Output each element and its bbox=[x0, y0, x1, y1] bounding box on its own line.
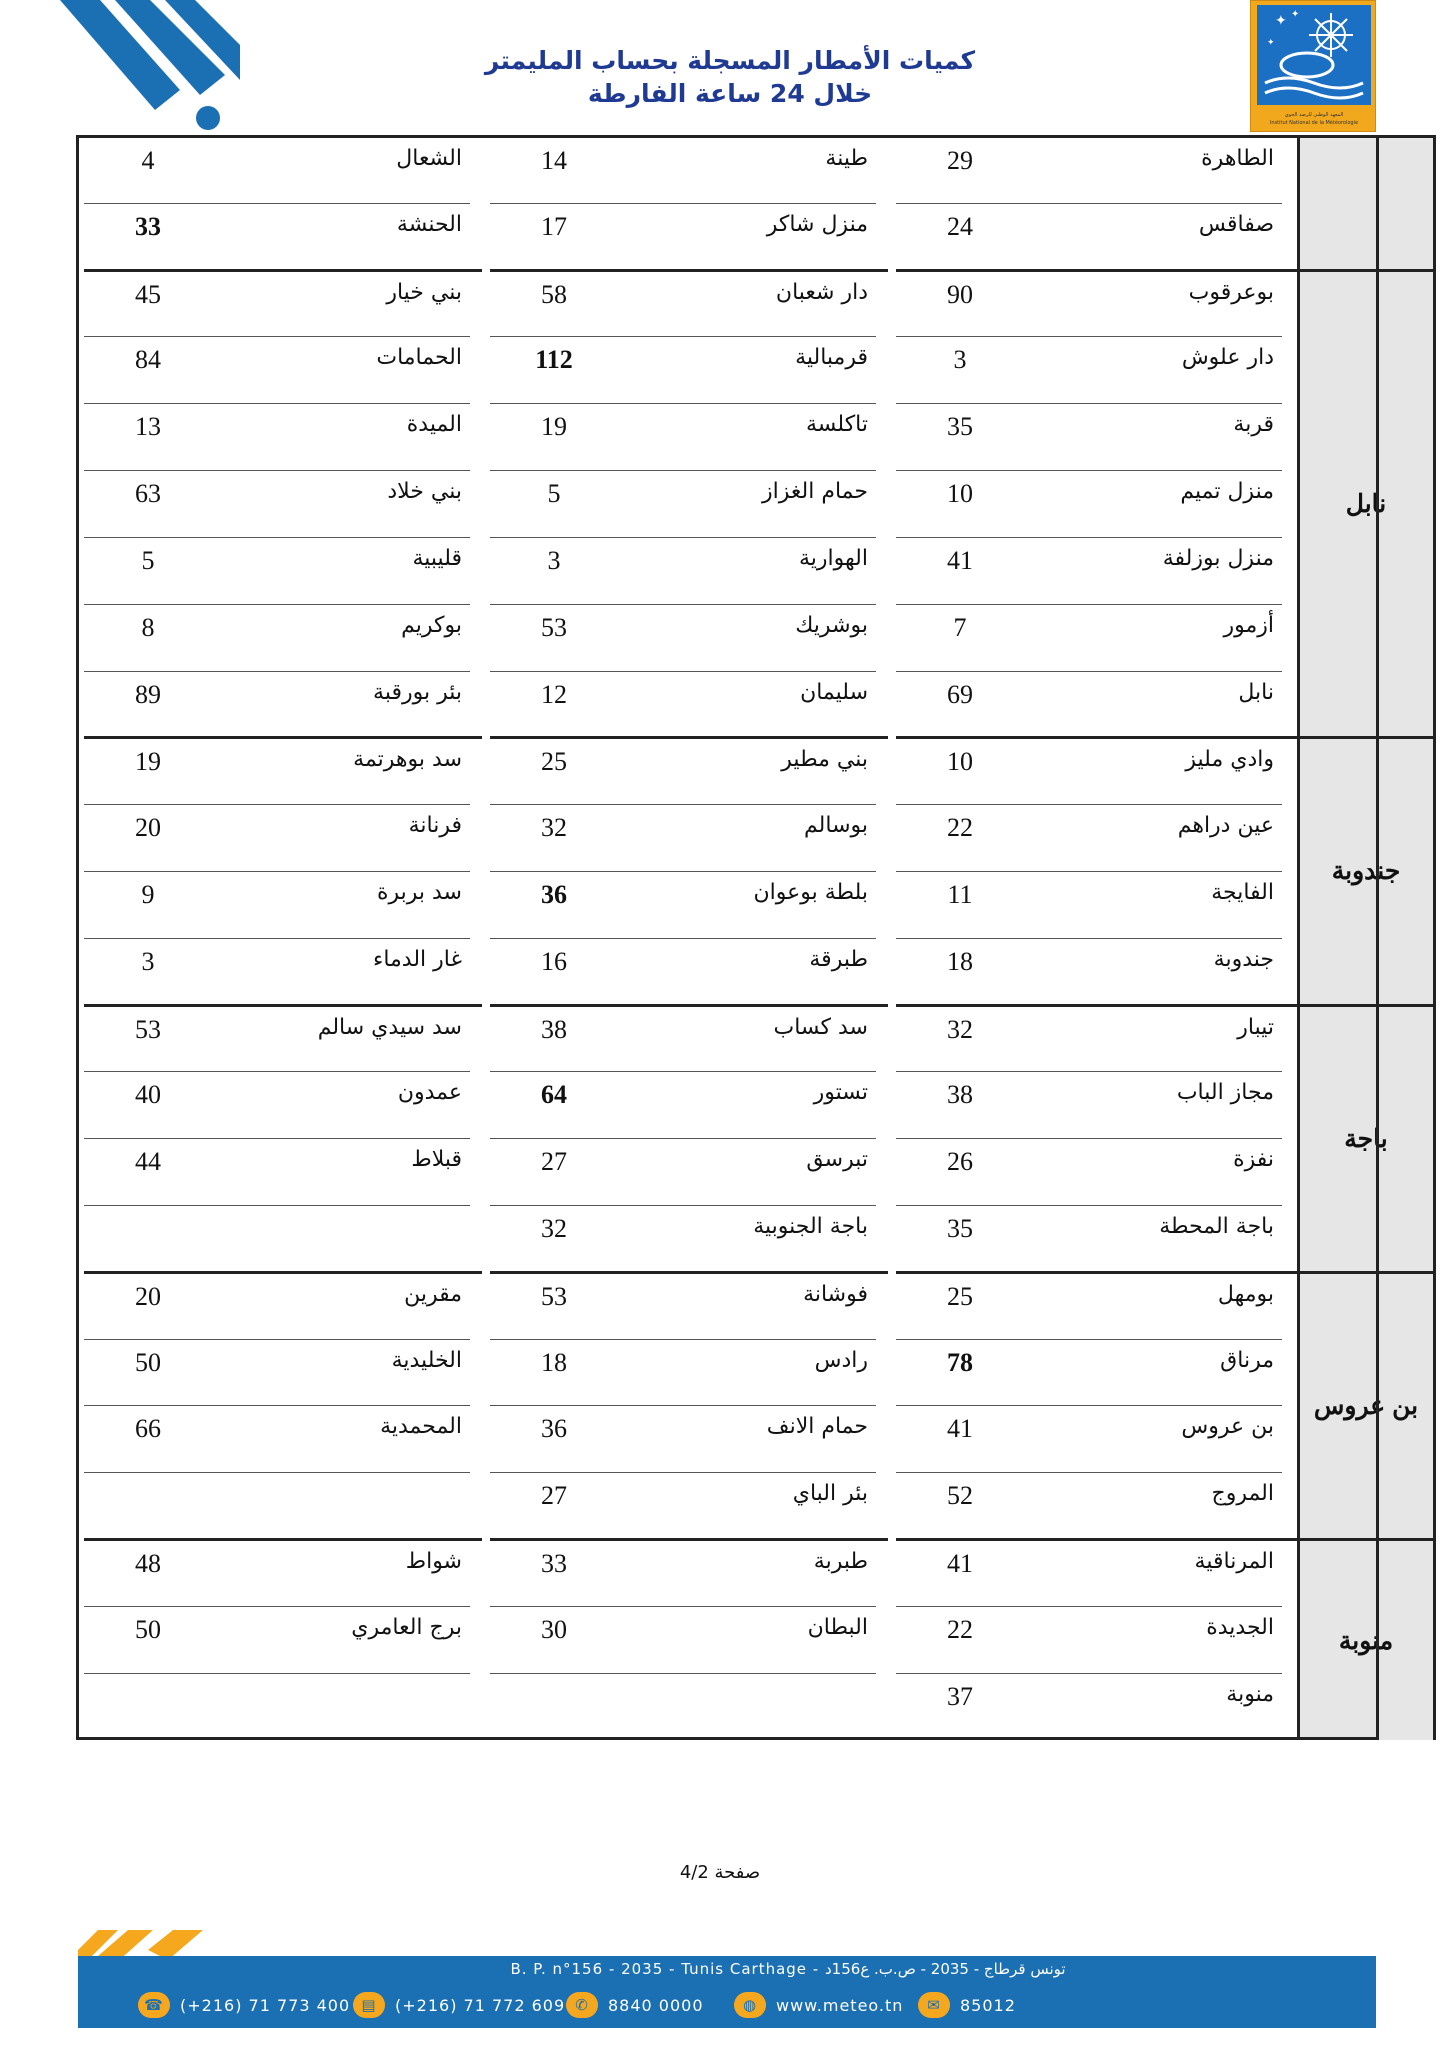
svg-text:✦: ✦ bbox=[1275, 13, 1287, 29]
station-name: الحنشة bbox=[396, 211, 462, 237]
spacer-cell bbox=[1282, 1139, 1298, 1206]
table-row bbox=[80, 1005, 1434, 1072]
rainfall-value: 24 bbox=[892, 203, 1024, 270]
rainfall-value: 12 bbox=[486, 671, 618, 738]
station-name: بئر الباي bbox=[792, 1481, 868, 1507]
station-name: نفزة bbox=[1024, 1139, 1282, 1206]
rainfall-table bbox=[76, 135, 1436, 1740]
spacer-cell bbox=[876, 1673, 892, 1740]
rainfall-value: 35 bbox=[892, 1206, 1024, 1273]
spacer-cell bbox=[1282, 203, 1298, 270]
rainfall-value: 18 bbox=[486, 1339, 618, 1406]
spacer-cell bbox=[876, 1005, 892, 1072]
station-name: وادي مليز bbox=[1024, 738, 1282, 805]
table-row bbox=[80, 203, 1434, 270]
rainfall-value: 84 bbox=[80, 337, 212, 404]
contact-sms bbox=[918, 1992, 1016, 2018]
table-row bbox=[80, 471, 1434, 538]
station-name: بلطة بوعوان bbox=[618, 871, 876, 938]
station-name: قبلاط bbox=[212, 1139, 470, 1206]
spacer-cell bbox=[876, 671, 892, 738]
spacer-cell bbox=[470, 1606, 486, 1673]
station-name: بوسالم bbox=[618, 805, 876, 872]
title-line-1: كميات الأمطار المسجلة بحساب المليمتر bbox=[484, 46, 976, 75]
station-name bbox=[212, 1673, 470, 1740]
spacer-cell bbox=[1282, 1072, 1298, 1139]
rainfall-value: 8 bbox=[80, 604, 212, 671]
spacer-cell bbox=[1282, 1339, 1298, 1406]
website-link[interactable]: www.meteo.tn bbox=[776, 1995, 904, 2015]
station-name: سد بربرة bbox=[212, 871, 470, 938]
rainfall-value: 41 bbox=[892, 537, 1024, 604]
station-name: طبرقة bbox=[809, 946, 868, 972]
fax-number: (+216) 71 772 609 bbox=[395, 1995, 566, 2015]
rainfall-value: 44 bbox=[80, 1139, 212, 1206]
spacer-cell bbox=[470, 1206, 486, 1273]
rainfall-value: 25 bbox=[892, 1272, 1024, 1339]
page-number: صفحة 4/2 bbox=[679, 1862, 761, 1883]
station-name: البطان bbox=[618, 1606, 876, 1673]
rainfall-value: 89 bbox=[80, 671, 212, 738]
spacer-cell bbox=[470, 270, 486, 337]
phone-icon: ☎ bbox=[138, 1992, 170, 2018]
spacer-cell bbox=[876, 1272, 892, 1339]
station-name: عمدون bbox=[212, 1072, 470, 1139]
rainfall-value: 53 bbox=[486, 604, 618, 671]
station-name: تيبار bbox=[1024, 1005, 1282, 1072]
rainfall-value: 41 bbox=[892, 1540, 1024, 1607]
station-name: دار شعبان bbox=[618, 270, 876, 337]
station-name: بوكريم bbox=[212, 604, 470, 671]
rainfall-value: 20 bbox=[80, 1272, 212, 1339]
spacer-cell bbox=[876, 1406, 892, 1473]
spacer-cell bbox=[1282, 471, 1298, 538]
rainfall-value: 5 bbox=[80, 537, 212, 604]
station-name: عين دراهم bbox=[1024, 805, 1282, 872]
spacer-cell bbox=[1282, 1606, 1298, 1673]
table-row bbox=[80, 1272, 1434, 1339]
logo-emblem bbox=[1257, 5, 1371, 105]
svg-text:✦: ✦ bbox=[1291, 9, 1300, 20]
station-name: مقرين bbox=[212, 1272, 470, 1339]
rainfall-value: 90 bbox=[892, 270, 1024, 337]
governorate-cell: بن عروس bbox=[1298, 1272, 1434, 1539]
rainfall-value: 26 bbox=[892, 1139, 1024, 1206]
spacer-cell bbox=[876, 738, 892, 805]
spacer-cell bbox=[1282, 1473, 1298, 1540]
spacer-cell bbox=[470, 1139, 486, 1206]
table-row bbox=[80, 1406, 1434, 1473]
station-name: دار علوش bbox=[1024, 337, 1282, 404]
spacer-cell bbox=[1282, 805, 1298, 872]
rainfall-value: 10 bbox=[892, 738, 1024, 805]
rainfall-value: 32 bbox=[486, 1206, 618, 1273]
rainfall-value: 64 bbox=[486, 1072, 618, 1139]
station-name: منوبة bbox=[1226, 1681, 1274, 1707]
station-name: تبرسق bbox=[618, 1139, 876, 1206]
spacer-cell bbox=[470, 805, 486, 872]
station-name: صفاقس bbox=[1198, 211, 1274, 237]
station-name: جندوبة bbox=[1213, 946, 1274, 972]
table-row bbox=[80, 871, 1434, 938]
spacer-cell bbox=[470, 1072, 486, 1139]
spacer-cell bbox=[1282, 1005, 1298, 1072]
spacer-cell bbox=[1282, 1406, 1298, 1473]
spacer-cell bbox=[1282, 871, 1298, 938]
table-row bbox=[80, 337, 1434, 404]
rainfall-value: 38 bbox=[892, 1072, 1024, 1139]
rainfall-value: 112 bbox=[486, 337, 618, 404]
governorate-cell: منوبة bbox=[1298, 1540, 1434, 1740]
spacer-cell bbox=[876, 203, 892, 270]
rainfall-value: 40 bbox=[80, 1072, 212, 1139]
station-name: مرناق bbox=[1024, 1339, 1282, 1406]
table-row bbox=[80, 270, 1434, 337]
rainfall-value: 10 bbox=[892, 471, 1024, 538]
spacer-cell bbox=[470, 1339, 486, 1406]
spacer-cell bbox=[1282, 738, 1298, 805]
rainfall-value: 19 bbox=[486, 404, 618, 471]
table-row bbox=[80, 738, 1434, 805]
station-name bbox=[212, 1206, 470, 1273]
governorate-cell bbox=[1298, 137, 1434, 271]
spacer-cell bbox=[876, 604, 892, 671]
governorate-cell: باجة bbox=[1298, 1005, 1434, 1272]
phone-number: (+216) 71 773 400 bbox=[180, 1995, 351, 2015]
spacer-cell bbox=[470, 1540, 486, 1607]
spacer-cell bbox=[1282, 537, 1298, 604]
spacer-cell bbox=[1282, 604, 1298, 671]
spacer-cell bbox=[876, 137, 892, 204]
station-name: بئر بورقبة bbox=[373, 679, 462, 705]
rainfall-value: 33 bbox=[486, 1540, 618, 1607]
table-row bbox=[80, 1673, 1434, 1740]
document-title bbox=[430, 44, 1030, 110]
inm-logo bbox=[1250, 0, 1376, 132]
station-name: شواط bbox=[212, 1540, 470, 1607]
footer-contact-bar bbox=[78, 1956, 1376, 2028]
spacer-cell bbox=[876, 1072, 892, 1139]
table-row bbox=[80, 404, 1434, 471]
rainfall-value: 19 bbox=[80, 738, 212, 805]
spacer-cell bbox=[1282, 671, 1298, 738]
table-row bbox=[80, 1139, 1434, 1206]
station-name: باجة المحطة bbox=[1159, 1214, 1274, 1239]
rainfall-value: 36 bbox=[486, 871, 618, 938]
spacer-cell bbox=[1282, 337, 1298, 404]
station-name: حمام الانف bbox=[618, 1406, 876, 1473]
rainfall-value: 20 bbox=[80, 805, 212, 872]
spacer-cell bbox=[876, 938, 892, 1005]
station-name: نابل bbox=[1238, 679, 1274, 705]
table-row bbox=[80, 1606, 1434, 1673]
spacer-cell bbox=[876, 1139, 892, 1206]
station-name: الميدة bbox=[212, 404, 470, 471]
contact-hotline bbox=[566, 1992, 704, 2018]
sms-number: 85012 bbox=[960, 1995, 1016, 2015]
spacer-cell bbox=[876, 404, 892, 471]
station-name: تستور bbox=[618, 1072, 876, 1139]
spacer-cell bbox=[470, 1272, 486, 1339]
rainfall-value bbox=[486, 1673, 618, 1740]
spacer-cell bbox=[470, 671, 486, 738]
rainfall-value: 53 bbox=[486, 1272, 618, 1339]
spacer-cell bbox=[876, 270, 892, 337]
station-name: قليبية bbox=[212, 537, 470, 604]
spacer-cell bbox=[1282, 137, 1298, 204]
globe-icon: ◍ bbox=[734, 1992, 766, 2018]
rainfall-value bbox=[80, 1206, 212, 1273]
rainfall-value: 4 bbox=[80, 137, 212, 204]
spacer-cell bbox=[1282, 938, 1298, 1005]
rainfall-value: 50 bbox=[80, 1606, 212, 1673]
rainfall-value bbox=[80, 1673, 212, 1740]
spacer-cell bbox=[876, 337, 892, 404]
table-row bbox=[80, 805, 1434, 872]
rainfall-value: 58 bbox=[486, 270, 618, 337]
spacer-cell bbox=[470, 938, 486, 1005]
station-name: المروج bbox=[1211, 1481, 1274, 1507]
spacer-cell bbox=[470, 871, 486, 938]
spacer-cell bbox=[470, 1406, 486, 1473]
station-name: الطاهرة bbox=[1024, 137, 1282, 204]
governorate-cell: نابل bbox=[1298, 270, 1434, 738]
hotline-number: 8840 0000 bbox=[608, 1995, 704, 2015]
table-row bbox=[80, 604, 1434, 671]
rainfall-value: 18 bbox=[892, 938, 1024, 1005]
station-name: المرناقية bbox=[1024, 1540, 1282, 1607]
rainfall-value: 14 bbox=[486, 137, 618, 204]
spacer-cell bbox=[1282, 1673, 1298, 1740]
rainfall-value: 52 bbox=[892, 1473, 1024, 1540]
contact-phone bbox=[138, 1992, 350, 2018]
spacer-cell bbox=[876, 1606, 892, 1673]
station-name: بني مطير bbox=[618, 738, 876, 805]
rainfall-value: 45 bbox=[80, 270, 212, 337]
station-name: طبربة bbox=[618, 1540, 876, 1607]
spacer-cell bbox=[1282, 1272, 1298, 1339]
table-row bbox=[80, 938, 1434, 1005]
table-row bbox=[80, 1339, 1434, 1406]
table-row bbox=[80, 1540, 1434, 1607]
rainfall-value: 22 bbox=[892, 1606, 1024, 1673]
station-name bbox=[212, 1473, 470, 1540]
rainfall-value: 66 bbox=[80, 1406, 212, 1473]
rainfall-value: 17 bbox=[486, 203, 618, 270]
rainfall-value: 5 bbox=[486, 471, 618, 538]
station-name: الجديدة bbox=[1024, 1606, 1282, 1673]
rainfall-value: 35 bbox=[892, 404, 1024, 471]
station-name: مجاز الباب bbox=[1024, 1072, 1282, 1139]
station-name: منزل بوزلفة bbox=[1024, 537, 1282, 604]
station-name: بومهل bbox=[1024, 1272, 1282, 1339]
station-name: بوشريك bbox=[618, 604, 876, 671]
rainfall-value: 11 bbox=[892, 871, 1024, 938]
spacer-cell bbox=[470, 471, 486, 538]
table-row bbox=[80, 537, 1434, 604]
spacer-cell bbox=[876, 871, 892, 938]
spacer-cell bbox=[876, 1206, 892, 1273]
rainfall-value: 32 bbox=[892, 1005, 1024, 1072]
station-name: فوشانة bbox=[618, 1272, 876, 1339]
fax-icon: ▤ bbox=[353, 1992, 385, 2018]
rainfall-value: 25 bbox=[486, 738, 618, 805]
rainfall-value: 50 bbox=[80, 1339, 212, 1406]
spacer-cell bbox=[876, 537, 892, 604]
rainfall-value: 27 bbox=[486, 1473, 618, 1540]
station-name: تاكلسة bbox=[618, 404, 876, 471]
station-name: سد سيدي سالم bbox=[212, 1005, 470, 1072]
rainfall-value: 3 bbox=[892, 337, 1024, 404]
spacer-cell bbox=[470, 337, 486, 404]
footer-address: B. P. n°156 - 2035 - Tunis Carthage - تونس قرطاج - 2035 - ص.ب. ع156د bbox=[510, 1960, 1066, 1978]
station-name: الحمامات bbox=[212, 337, 470, 404]
rainfall-value: 36 bbox=[486, 1406, 618, 1473]
spacer-cell bbox=[470, 738, 486, 805]
spacer-cell bbox=[876, 1339, 892, 1406]
governorate-cell: جندوبة bbox=[1298, 738, 1434, 1005]
station-name: بني خلاد bbox=[212, 471, 470, 538]
rainfall-value: 13 bbox=[80, 404, 212, 471]
spacer-cell bbox=[876, 1473, 892, 1540]
spacer-cell bbox=[470, 137, 486, 204]
station-name: الشعال bbox=[212, 137, 470, 204]
table-row bbox=[80, 671, 1434, 738]
header-stripes-graphic bbox=[60, 0, 240, 140]
station-name: الفايجة bbox=[1024, 871, 1282, 938]
station-name: منزل شاكر bbox=[766, 211, 868, 237]
spacer-cell bbox=[470, 537, 486, 604]
station-name bbox=[618, 1673, 876, 1740]
rainfall-value: 30 bbox=[486, 1606, 618, 1673]
spacer-cell bbox=[1282, 270, 1298, 337]
rainfall-value: 32 bbox=[486, 805, 618, 872]
table-row bbox=[80, 1072, 1434, 1139]
contact-website[interactable] bbox=[734, 1992, 903, 2018]
spacer-cell bbox=[470, 1005, 486, 1072]
spacer-cell bbox=[470, 604, 486, 671]
station-name: رادس bbox=[618, 1339, 876, 1406]
rainfall-value: 16 bbox=[486, 938, 618, 1005]
rainfall-value: 37 bbox=[892, 1673, 1024, 1740]
rainfall-value bbox=[80, 1473, 212, 1540]
rainfall-value: 48 bbox=[80, 1540, 212, 1607]
spacer-cell bbox=[876, 471, 892, 538]
rainfall-value: 22 bbox=[892, 805, 1024, 872]
station-name: الخليدية bbox=[212, 1339, 470, 1406]
station-name: برج العامري bbox=[212, 1606, 470, 1673]
station-name: سد بوهرتمة bbox=[212, 738, 470, 805]
table-row bbox=[80, 137, 1434, 204]
station-name: باجة الجنوبية bbox=[753, 1214, 868, 1239]
table-row bbox=[80, 1206, 1434, 1273]
logo-caption: المعهد الوطني للرصد الجوي Institut National de la Météorologie bbox=[1269, 112, 1359, 126]
rainfall-value: 3 bbox=[80, 938, 212, 1005]
station-name: طينة bbox=[618, 137, 876, 204]
station-name: بوعرقوب bbox=[1024, 270, 1282, 337]
spacer-cell bbox=[1282, 404, 1298, 471]
rainfall-table-body bbox=[80, 137, 1434, 1741]
spacer-cell bbox=[470, 404, 486, 471]
rainfall-value: 29 bbox=[892, 137, 1024, 204]
title-line-2: خلال 24 ساعة الفارطة bbox=[587, 79, 873, 108]
rainfall-value: 41 bbox=[892, 1406, 1024, 1473]
spacer-cell bbox=[1282, 1206, 1298, 1273]
station-name: سد كساب bbox=[618, 1005, 876, 1072]
station-name: المحمدية bbox=[212, 1406, 470, 1473]
sms-icon: ✉ bbox=[918, 1992, 950, 2018]
spacer-cell bbox=[470, 203, 486, 270]
spacer-cell bbox=[876, 1540, 892, 1607]
spacer-cell bbox=[876, 805, 892, 872]
rainfall-value: 3 bbox=[486, 537, 618, 604]
station-name: قربة bbox=[1024, 404, 1282, 471]
spacer-cell bbox=[470, 1473, 486, 1540]
rainfall-value: 9 bbox=[80, 871, 212, 938]
station-name: الهوارية bbox=[618, 537, 876, 604]
station-name: بني خيار bbox=[212, 270, 470, 337]
station-name: سليمان bbox=[800, 679, 868, 705]
table-row bbox=[80, 1473, 1434, 1540]
rainfall-value: 53 bbox=[80, 1005, 212, 1072]
contact-fax bbox=[353, 1992, 565, 2018]
hotline-icon: ✆ bbox=[566, 1992, 598, 2018]
station-name: بن عروس bbox=[1024, 1406, 1282, 1473]
rainfall-value: 38 bbox=[486, 1005, 618, 1072]
spacer-cell bbox=[470, 1673, 486, 1740]
rainfall-value: 33 bbox=[80, 203, 212, 270]
rainfall-value: 63 bbox=[80, 471, 212, 538]
spacer-cell bbox=[1282, 1540, 1298, 1607]
station-name: غار الدماء bbox=[372, 946, 462, 972]
station-name: أزمور bbox=[1024, 604, 1282, 671]
rainfall-value: 69 bbox=[892, 671, 1024, 738]
station-name: قرمبالية bbox=[618, 337, 876, 404]
svg-text:✦: ✦ bbox=[1267, 38, 1275, 48]
rainfall-value: 7 bbox=[892, 604, 1024, 671]
station-name: حمام الغزاز bbox=[618, 471, 876, 538]
station-name: منزل تميم bbox=[1024, 471, 1282, 538]
rainfall-value: 27 bbox=[486, 1139, 618, 1206]
rainfall-value: 78 bbox=[892, 1339, 1024, 1406]
station-name: فرنانة bbox=[212, 805, 470, 872]
